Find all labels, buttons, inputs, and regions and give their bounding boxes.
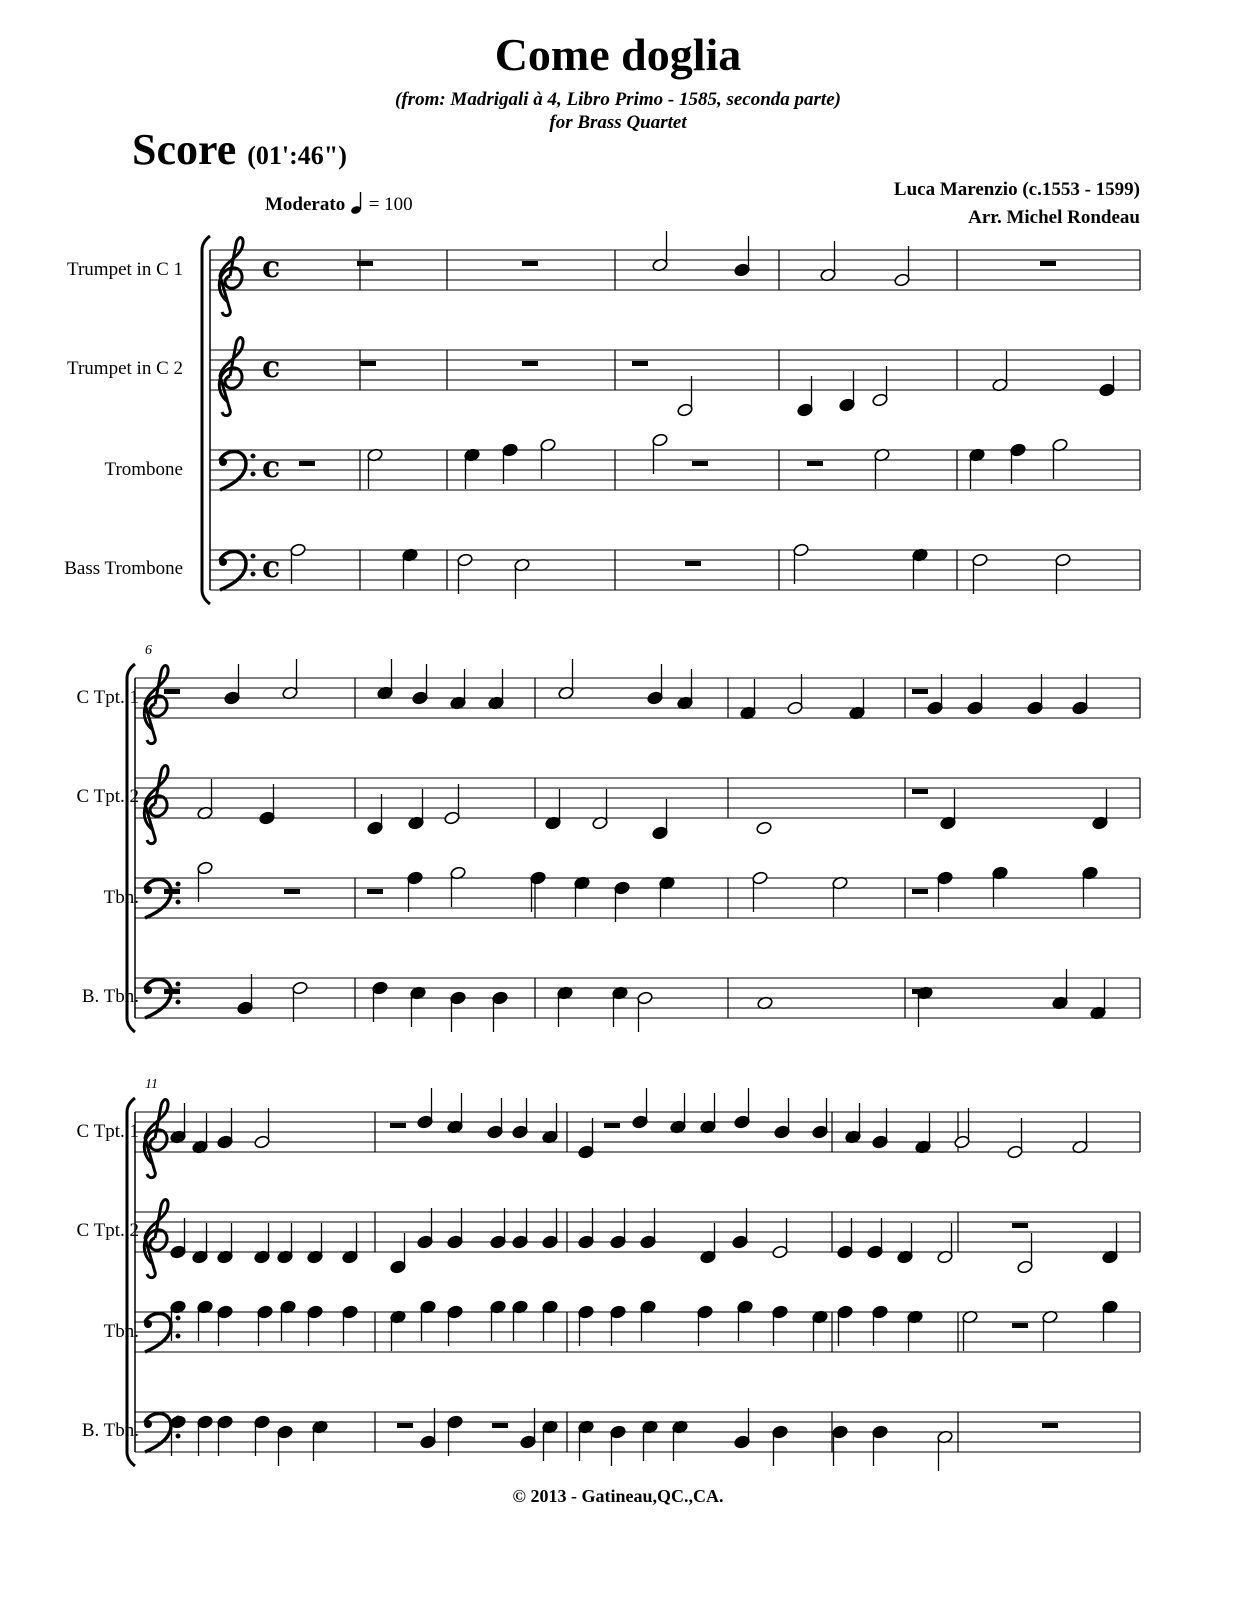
short-name-trumpet-1-s2: C Tpt. 1 [76,687,139,708]
note-head [412,691,429,705]
whole-rest [632,361,648,366]
bass-clef-icon-dot-lower [176,1000,181,1005]
treble-clef-icon [144,666,168,744]
note-head [614,881,631,895]
note-head [254,1415,271,1429]
measure-number-11: 11 [145,1077,158,1092]
note-head [787,701,804,715]
note-head [237,1001,254,1015]
note-head [652,433,669,447]
note-head [367,821,384,835]
short-name-trumpet-2-s2: C Tpt. 2 [76,786,139,807]
note-head [530,871,547,885]
whole-rest [360,361,376,366]
bracket [127,1098,135,1466]
note-head [1055,553,1072,567]
note-head [492,991,509,1005]
whole-rest [685,561,701,566]
note-head [927,701,944,715]
bass-clef-icon-dot-upper [176,882,181,887]
subtitle-source: (from: Madrigali à 4, Libro Primo - 1585, seconda parte) [395,89,841,110]
quarter-rest [912,989,928,994]
note-head [390,1260,407,1274]
note-head [610,1425,627,1439]
note-head [1027,701,1044,715]
note-head [839,398,856,412]
note-head [224,691,241,705]
note-head [307,1305,324,1319]
bass-clef-icon-dot [144,986,152,994]
note-head [872,1135,889,1149]
whole-rest [522,361,538,366]
note-head [832,1425,849,1439]
note-head [444,811,461,825]
bass-clef-icon-dot [144,886,152,894]
bracket [127,664,135,1032]
note-head [372,981,389,995]
quarter-rest [912,689,928,694]
note-head [277,1425,294,1439]
note-head [197,1415,214,1429]
note-head [502,443,519,457]
bass-clef-icon [145,979,171,1018]
bass-clef-icon [145,1313,171,1352]
arranger: Arr. Michel Rondeau [968,207,1140,228]
note-head [217,1135,234,1149]
note-head [937,871,954,885]
note-head [872,1425,889,1439]
measure-number-6: 6 [145,643,152,658]
note-head [872,1305,889,1319]
bass-clef-icon-dot-lower [176,900,181,905]
whole-rest [1042,1423,1058,1428]
note-head [420,1435,437,1449]
note-head [447,1235,464,1249]
note-head [756,821,773,835]
whole-rest [299,461,315,466]
bass-clef-icon [220,451,246,490]
note-head [632,1115,649,1129]
short-name-trumpet-1-s3: C Tpt. 1 [76,1121,139,1142]
bass-clef-icon-dot [219,458,227,466]
piece-title: Come doglia [494,29,742,80]
note-head [812,1125,829,1139]
note-head [734,263,751,277]
note-head [872,393,889,407]
note-head [772,1425,789,1439]
bass-clef-icon-dot-lower [251,472,256,477]
note-head [257,1305,274,1319]
bass-clef-icon-dot-upper [176,1316,181,1321]
note-head [450,991,467,1005]
time-signature-common: c [262,550,281,585]
quarter-rest [164,989,180,994]
whole-rest [807,461,823,466]
note-head [578,1305,595,1319]
bass-clef-icon-dot-lower [176,1334,181,1339]
note-head [954,1135,971,1149]
bass-clef-icon-dot [144,1320,152,1328]
bass-clef-icon [145,1413,171,1452]
note-head [447,1415,464,1429]
short-name-bass-trombone-s3: B. Tbn. [81,1420,139,1441]
treble-clef-icon [144,1100,168,1178]
eighth-rest [397,1423,413,1428]
note-head [407,871,424,885]
composer: Luca Marenzio (c.1553 - 1599) [893,179,1140,200]
note-head [170,1245,187,1259]
treble-clef-icon [219,338,243,416]
note-head [542,1235,559,1249]
whole-rest [1040,261,1056,266]
whole-rest [522,261,538,266]
note-head [734,1115,751,1129]
eighth-rest [1012,1323,1028,1328]
treble-clef-icon [219,238,243,316]
note-head [578,1235,595,1249]
note-head [217,1305,234,1319]
quarter-rest [367,889,383,894]
note-head [254,1135,271,1149]
bass-clef-icon [220,551,246,590]
note-head [197,861,214,875]
note-head [697,1305,714,1319]
note-head [640,1235,657,1249]
note-head [677,403,694,417]
tempo-text: Moderato [265,194,346,215]
short-name-bass-trombone-s2: B. Tbn. [81,986,139,1007]
note-head [520,1435,537,1449]
note-head [647,691,664,705]
time-signature-common: c [262,450,281,485]
note-head [342,1305,359,1319]
note-head [967,701,984,715]
treble-clef-icon [144,766,168,844]
note-head [447,1305,464,1319]
note-head [578,1145,595,1159]
note-head [734,1435,751,1449]
note-head [610,1235,627,1249]
short-name-trombone-s2: Tbn. [103,887,139,908]
bass-clef-icon-dot-lower [251,572,256,577]
instrument-name-bass-trombone: Bass Trombone [64,558,183,579]
duration: (01':46") [247,141,347,170]
tempo-value: = 100 [368,194,413,215]
bass-clef-icon-dot-upper [176,982,181,987]
copyright-footer: © 2013 - Gatineau,QC.,CA. [512,1486,724,1506]
note-head [652,826,669,840]
note-head [732,1235,749,1249]
instrument-name-trombone: Trombone [104,459,183,480]
note-head [1007,1145,1024,1159]
bracket [202,236,210,604]
note-head [490,1235,507,1249]
note-head [610,1305,627,1319]
note-head [772,1305,789,1319]
note-head [972,553,989,567]
note-head [837,1245,854,1259]
note-head [894,273,911,287]
note-head [487,1125,504,1139]
score-label: Score [132,125,237,174]
note-head [793,543,810,557]
quarter-rest [912,789,928,794]
note-head [637,991,654,1005]
note-head [797,403,814,417]
eighth-rest [390,1123,406,1128]
eighth-rest [604,1123,620,1128]
note-head [512,1235,529,1249]
quarter-rest [912,889,928,894]
short-name-trumpet-2-s3: C Tpt. 2 [76,1220,139,1241]
note-head [290,543,307,557]
eighth-rest [492,1423,508,1428]
bass-clef-icon-dot [144,1420,152,1428]
note-head [1010,443,1027,457]
note-head [772,1245,789,1259]
bass-clef-icon [145,879,171,918]
note-head [417,1235,434,1249]
instrument-name-trumpet-2: Trumpet in C 2 [67,358,183,379]
note-head [259,811,276,825]
bass-clef-icon-dot-upper [251,554,256,559]
whole-rest [692,461,708,466]
note-head [512,1125,529,1139]
note-head [292,981,309,995]
note-head [774,1125,791,1139]
time-signature-common: c [262,350,281,385]
bass-clef-icon-dot-upper [251,454,256,459]
time-signature-common: c [262,250,281,285]
note-head [417,1115,434,1129]
note-head [867,1245,884,1259]
note-head [457,553,474,567]
bass-clef-icon-dot-lower [176,1434,181,1439]
bass-clef-icon-dot [219,558,227,566]
subtitle-scoring: for Brass Quartet [549,112,687,133]
note-head [217,1415,234,1429]
note-head [837,1305,854,1319]
note-head [752,871,769,885]
note-head [1072,701,1089,715]
quarter-rest [164,889,180,894]
half-rest [284,889,300,894]
whole-rest [357,261,373,266]
note-head [1099,383,1116,397]
short-name-trombone-s3: Tbn. [103,1321,139,1342]
treble-clef-icon [144,1200,168,1278]
quarter-rest [164,689,180,694]
note-head [1017,1260,1034,1274]
instrument-name-trumpet-1: Trumpet in C 1 [67,259,183,280]
eighth-rest [1012,1223,1028,1228]
